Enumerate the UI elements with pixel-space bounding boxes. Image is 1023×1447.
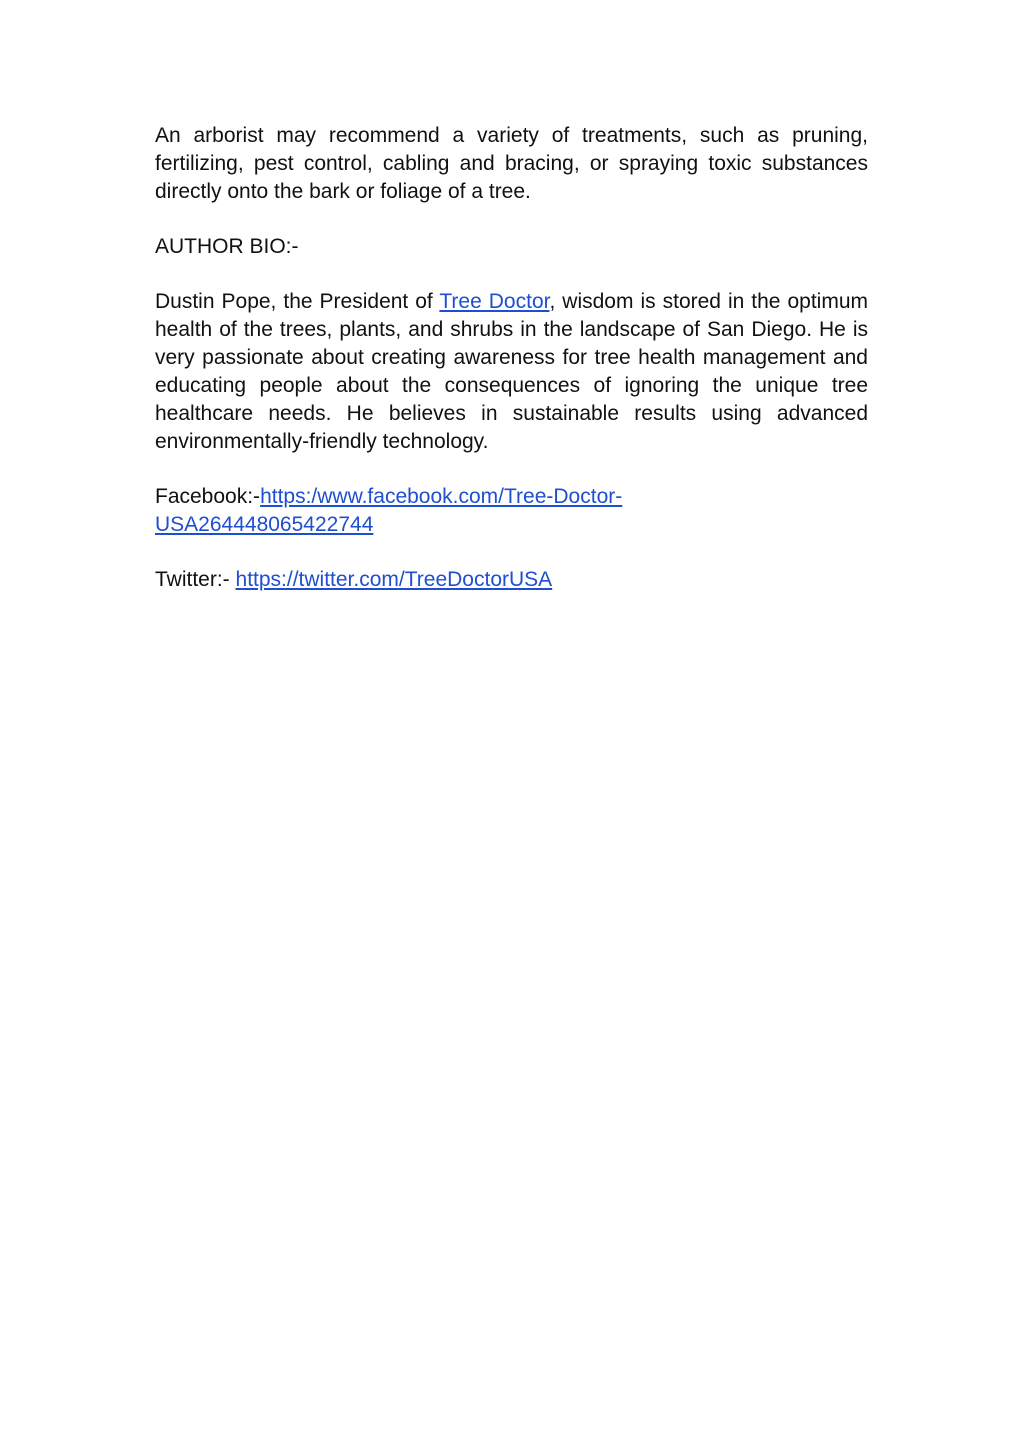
treatments-paragraph: An arborist may recommend a variety of treatments, such as pruning, fertilizing, pest control, cabling and bracing, or spraying toxic substances directly onto the bark or foliage of a tree. [155,124,868,203]
tree-doctor-link[interactable]: Tree Doctor [439,290,550,313]
author-bio-paragraph [155,288,868,456]
twitter-line [155,566,868,594]
twitter-link[interactable]: https://twitter.com/TreeDoctorUSA [235,568,553,591]
facebook-label: Facebook:- [155,485,261,508]
facebook-link-line-1: https:/www.facebook.com/Tree-Doctor- [260,485,623,508]
document-content [155,122,868,594]
twitter-label: Twitter:- [155,568,236,591]
facebook-line [155,483,868,539]
author-bio-prefix: Dustin Pope, the President of [155,290,440,313]
author-bio-suffix: , wisdom is stored in the optimum health of the trees, plants, and shrubs in the landscape of San Diego. He is very passionate about creating awareness for tree health management and educating people about the consequences of ignoring the unique tree healthcare needs. He believes in sustainable results using advanced environmentally-friendly technology. [155,290,868,453]
author-bio-heading: AUTHOR BIO:- [155,235,299,258]
facebook-link-line-2: USA264448065422744 [155,513,374,536]
